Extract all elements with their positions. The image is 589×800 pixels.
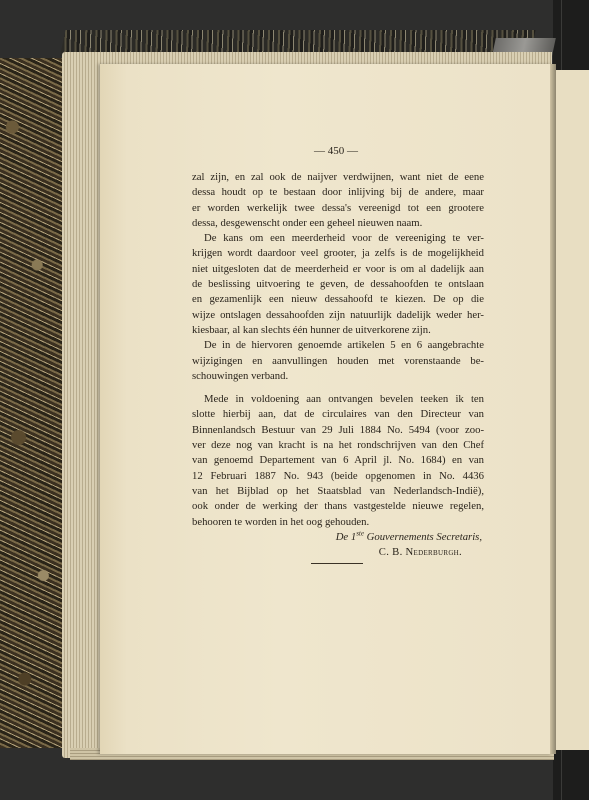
page-gutter <box>550 64 556 754</box>
text-line: De in de hiervoren genoemde artikelen 5 en 6 aangebrachte <box>204 339 484 352</box>
text-line: kiesbaar, al kan slechts één hunner de uitverkorene zijn. <box>192 323 431 336</box>
signature-title-rest: Gouvernements Secretaris, <box>363 530 482 543</box>
text-line: de beslissing uitvoering te geven, de dessahoofden te ontslaan <box>192 278 484 291</box>
text-line: zal zijn, en zal ook de naijver verdwijnen, want niet de eene <box>192 171 484 183</box>
signature-title-prefix: De 1 <box>335 530 357 543</box>
text-line: ver deze nog van kracht is na het rondschrijven van den Chef <box>192 439 484 452</box>
text-line: ook onder de werking der thans vastgestelde nieuwe regelen, <box>192 500 484 513</box>
text-line: De kans om een meerderheid voor de vereeniging te ver- <box>204 232 484 245</box>
signature-title-superscript: ste <box>356 529 364 538</box>
text-line: Mede in voldoening aan ontvangen bevelen teeken ik ten <box>204 393 484 406</box>
paragraph-2 <box>192 231 484 338</box>
marbled-cover-board <box>0 58 64 748</box>
paragraph-4 <box>192 392 484 530</box>
facing-page-sliver <box>556 70 589 750</box>
text-line: dessa houdt op te bestaan door inlijving bij de andere, maar <box>192 186 484 199</box>
text-line: van het Bijblad op het Staatsblad van Nederlandsch-Indië), <box>192 484 484 497</box>
text-line: 12 Februari 1887 No. 943 (beide opgenomen in No. 4436 <box>192 469 484 482</box>
text-line: en gezamenlijk een nieuw dessahoofd te kiezen. De op die <box>192 293 484 306</box>
text-line: krijgen wordt daardoor veel grooter, ja zelfs is de mogelijkheid <box>192 247 484 260</box>
paragraph-3 <box>192 338 484 384</box>
text-line: wijze ontslagen dessahoofden zijn natuurlijk dadelijk weder her- <box>192 308 484 321</box>
text-line: wijzigingen en aanvullingen houden met vorenstaande be- <box>192 354 484 367</box>
text-line: schouwingen verband. <box>192 369 289 382</box>
text-line: er worden werkelijk twee dessa's vereenigd tot een grootere <box>192 201 484 214</box>
text-line: slotte hierbij aan, dat de circulaires van den Directeur van <box>192 408 484 421</box>
text-line: dessa, desgewenscht onder een geheel nieuwen naam. <box>192 216 423 229</box>
signature-title <box>192 530 484 545</box>
body-text <box>192 170 484 560</box>
paragraph-gap <box>192 384 484 392</box>
text-line: niet uitgesloten dat de meerderheid er voor is om al dadelijk aan <box>192 262 484 275</box>
signature-name: C. B. Nederburgh. <box>378 546 462 559</box>
text-line: van genoemd Departement van 6 April jl. No. 1684) en van <box>192 454 484 467</box>
page-number: — 450 — <box>314 145 358 157</box>
closing-rule <box>311 563 363 564</box>
paragraph-1 <box>192 170 484 231</box>
text-line: Binnenlandsch Bestuur van 29 Juli 1884 No. 5494 (voor zoo- <box>192 423 484 436</box>
text-line: behooren te worden in het oog gehouden. <box>192 515 370 528</box>
